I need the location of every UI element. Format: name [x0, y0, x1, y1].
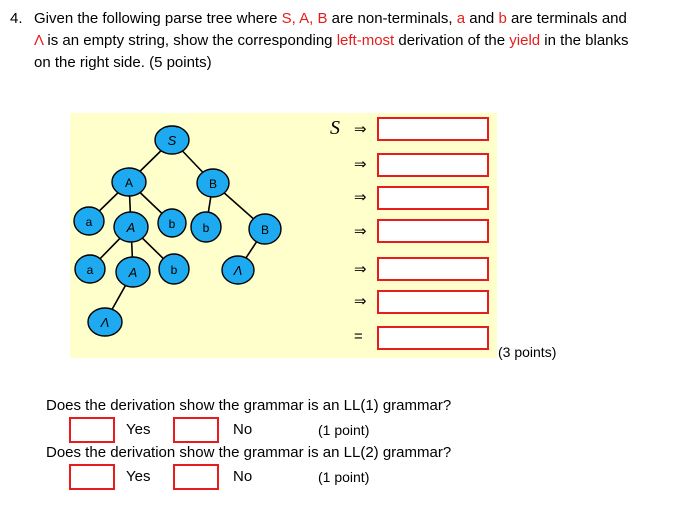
derivation-blank-2[interactable]	[377, 153, 489, 177]
derivation-arrow-1: ⇒	[354, 121, 367, 138]
leftmost-highlight: left-most	[336, 32, 395, 49]
derivation-blank-1[interactable]	[377, 117, 489, 141]
label-B: B	[208, 177, 218, 191]
ll2-points: (1 point)	[318, 469, 370, 485]
derivation-blank-5[interactable]	[377, 257, 489, 281]
yield-highlight: yield	[509, 32, 541, 49]
lambda-highlight: Λ	[34, 32, 44, 49]
derivation-blank-final[interactable]	[377, 326, 489, 350]
ll1-no-checkbox[interactable]	[173, 417, 219, 443]
label-A-child: A	[126, 220, 136, 235]
label-lambda-1: Λ	[233, 263, 243, 278]
ll2-question: Does the derivation show the grammar is an LL(2) grammar?	[46, 444, 452, 461]
ll1-no-label: No	[233, 421, 253, 438]
question-line-2: Λ is an empty string, show the corresponding left-most derivation of the yield in the blanks	[34, 32, 629, 49]
terminal-b-highlight: b	[498, 10, 507, 27]
ll1-question: Does the derivation show the grammar is an LL(1) grammar?	[46, 397, 452, 414]
label-b-2: b	[202, 221, 210, 235]
terminal-a-highlight: a	[456, 10, 466, 27]
label-A-grandchild: A	[128, 265, 138, 280]
ll1-points: (1 point)	[318, 422, 370, 438]
ll2-yes-checkbox[interactable]	[69, 464, 115, 490]
derivation-start-symbol: S	[330, 117, 340, 139]
label-b-3: b	[170, 263, 178, 277]
derivation-arrow-6: ⇒	[354, 293, 367, 310]
derivation-arrow-2: ⇒	[354, 156, 367, 173]
tree-nodes	[74, 126, 281, 336]
ll2-no-checkbox[interactable]	[173, 464, 219, 490]
label-a: a	[85, 215, 93, 229]
derivation-points: (3 points)	[498, 344, 557, 360]
question-line-3: on the right side. (5 points)	[34, 54, 212, 71]
label-b: b	[168, 217, 176, 231]
derivation-arrow-5: ⇒	[354, 261, 367, 278]
question-number: 4.	[10, 10, 23, 27]
question-line-1: Given the following parse tree where S, A, B are non-terminals, a and b are terminals and	[34, 10, 627, 27]
nonterminals-highlight: S, A, B	[281, 10, 328, 27]
ll2-no-label: No	[233, 468, 253, 485]
ll1-yes-label: Yes	[126, 421, 151, 438]
ll2-yes-label: Yes	[126, 468, 151, 485]
ll1-yes-checkbox[interactable]	[69, 417, 115, 443]
label-S: S	[167, 133, 177, 148]
derivation-arrow-4: ⇒	[354, 223, 367, 240]
label-a-2: a	[86, 263, 94, 277]
derivation-blank-3[interactable]	[377, 186, 489, 210]
derivation-arrow-3: ⇒	[354, 189, 367, 206]
derivation-blank-4[interactable]	[377, 219, 489, 243]
label-A: A	[124, 176, 134, 190]
label-lambda-2: Λ	[100, 315, 110, 330]
derivation-blank-6[interactable]	[377, 290, 489, 314]
derivation-equals: =	[354, 328, 363, 345]
label-B-child: B	[260, 223, 270, 237]
